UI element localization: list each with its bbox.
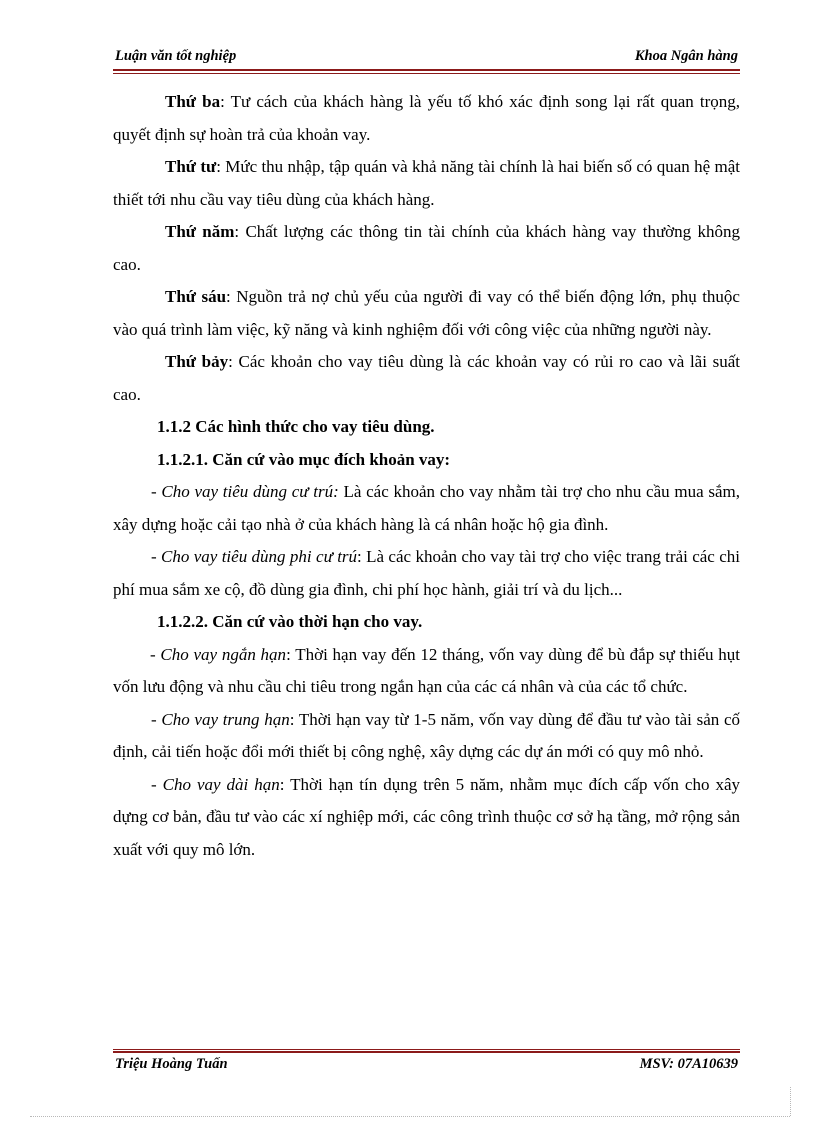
paragraph-lead: Thứ sáu [165,287,227,306]
paragraph-text: : Tư cách của khách hàng là yếu tố khó xác định song lại rất quan trọng, quyết định sự hoàn trả của khoản vay. [113,92,740,144]
paragraph-lead: Thứ năm [165,222,235,241]
paragraph-thu-bay [113,346,740,411]
section-heading-1-1-2-2: 1.1.2.2. Căn cứ vào thời hạn cho vay. [157,612,423,631]
paragraph-cu-tru [113,476,740,541]
footer-student-id: MSV: 07A10639 [639,1056,738,1072]
body-text [113,86,740,866]
header-rule-thin [113,73,740,74]
header-rule-thick [113,69,740,71]
paragraph-term: Cho vay ngắn hạn [160,644,287,664]
paragraph-term: Cho vay tiêu dùng cư trú: [161,482,339,501]
list-dash: - [151,774,163,794]
paragraph-text: : Là các khoản cho vay tài trợ cho việc trang trải các chi phí mua sắm xe cộ, đồ dùng gia đình, chi phí học hành, giải trí và du lịch... [113,547,740,599]
page-boundary-bottom [30,1116,790,1117]
paragraph-phi-cu-tru [113,541,740,606]
footer-author: Triệu Hoàng Tuấn [115,1056,228,1072]
paragraph-thu-tu [113,151,740,216]
list-dash: - [150,644,161,664]
footer-rule-thick [113,1051,740,1053]
list-dash: - [151,709,162,729]
paragraph-term: Cho vay trung hạn [161,709,290,729]
paragraph-text: : Thời hạn vay đến 12 tháng, vốn vay dùng để bù đắp sự thiếu hụt vốn lưu động và nhu cầu chi tiêu trong ngắn hạn của các cá nhân và của các tổ chức. [113,644,740,696]
paragraph-text: : Nguồn trả nợ chủ yếu của người đi vay có thể biến động lớn, phụ thuộc vào quá trình làm việc, kỹ năng và kinh nghiệm đối với công việc của những người này. [113,287,740,339]
list-dash: - [151,547,162,566]
footer-rule-thin [113,1049,740,1050]
paragraph-dai-han [113,769,740,867]
paragraph-thu-sau [113,281,740,346]
page-footer [113,1056,740,1076]
page-header [113,48,740,68]
header-thesis-title: Luận văn tốt nghiệp [115,48,237,64]
paragraph-lead: Thứ bảy [165,352,229,371]
section-heading-1-1-2-1: 1.1.2.1. Căn cứ vào mục đích khoản vay: [157,449,451,469]
paragraph-text: : Mức thu nhập, tập quán và khả năng tài chính là hai biến số có quan hệ mật thiết tới nhu cầu vay tiêu dùng của khách hàng. [113,157,740,209]
section-heading-1-1-2: 1.1.2 Các hình thức cho vay tiêu dùng. [157,417,435,436]
paragraph-text: Là các khoản cho vay nhằm tài trợ cho nhu cầu mua sắm, xây dựng hoặc cải tạo nhà ở của khách hàng là cá nhân hoặc hộ gia đình. [113,482,740,534]
paragraph-lead: Thứ tư [165,157,217,176]
paragraph-trung-han [113,704,740,769]
paragraph-text: : Các khoản cho vay tiêu dùng là các khoản vay có rủi ro cao và lãi suất cao. [113,352,741,404]
paragraph-thu-nam [113,216,740,281]
list-dash: - [151,482,162,501]
header-faculty: Khoa Ngân hàng [634,48,738,64]
paragraph-ngan-han [113,639,740,704]
paragraph-text: : Chất lượng các thông tin tài chính của khách hàng vay thường không cao. [113,222,740,274]
paragraph-lead: Thứ ba [165,92,221,111]
paragraph-term: Cho vay dài hạn [162,774,280,794]
paragraph-text: : Thời hạn vay từ 1-5 năm, vốn vay dùng để đầu tư vào tài sản cố định, cải tiến hoặc đổi mới thiết bị công nghệ, xây dựng các dự án mới có quy mô nhỏ. [113,709,740,761]
paragraph-thu-ba [113,86,740,151]
paragraph-text: : Thời hạn tín dụng trên 5 năm, nhằm mục đích cấp vốn cho xây dựng cơ bản, đầu tư vào các xí nghiệp mới, các công trình thuộc cơ sở hạ tầng, mở rộng sản xuất với quy mô lớn. [113,774,740,859]
paragraph-term: Cho vay tiêu dùng phi cư trú [161,547,358,566]
page-boundary-right [790,1087,791,1116]
